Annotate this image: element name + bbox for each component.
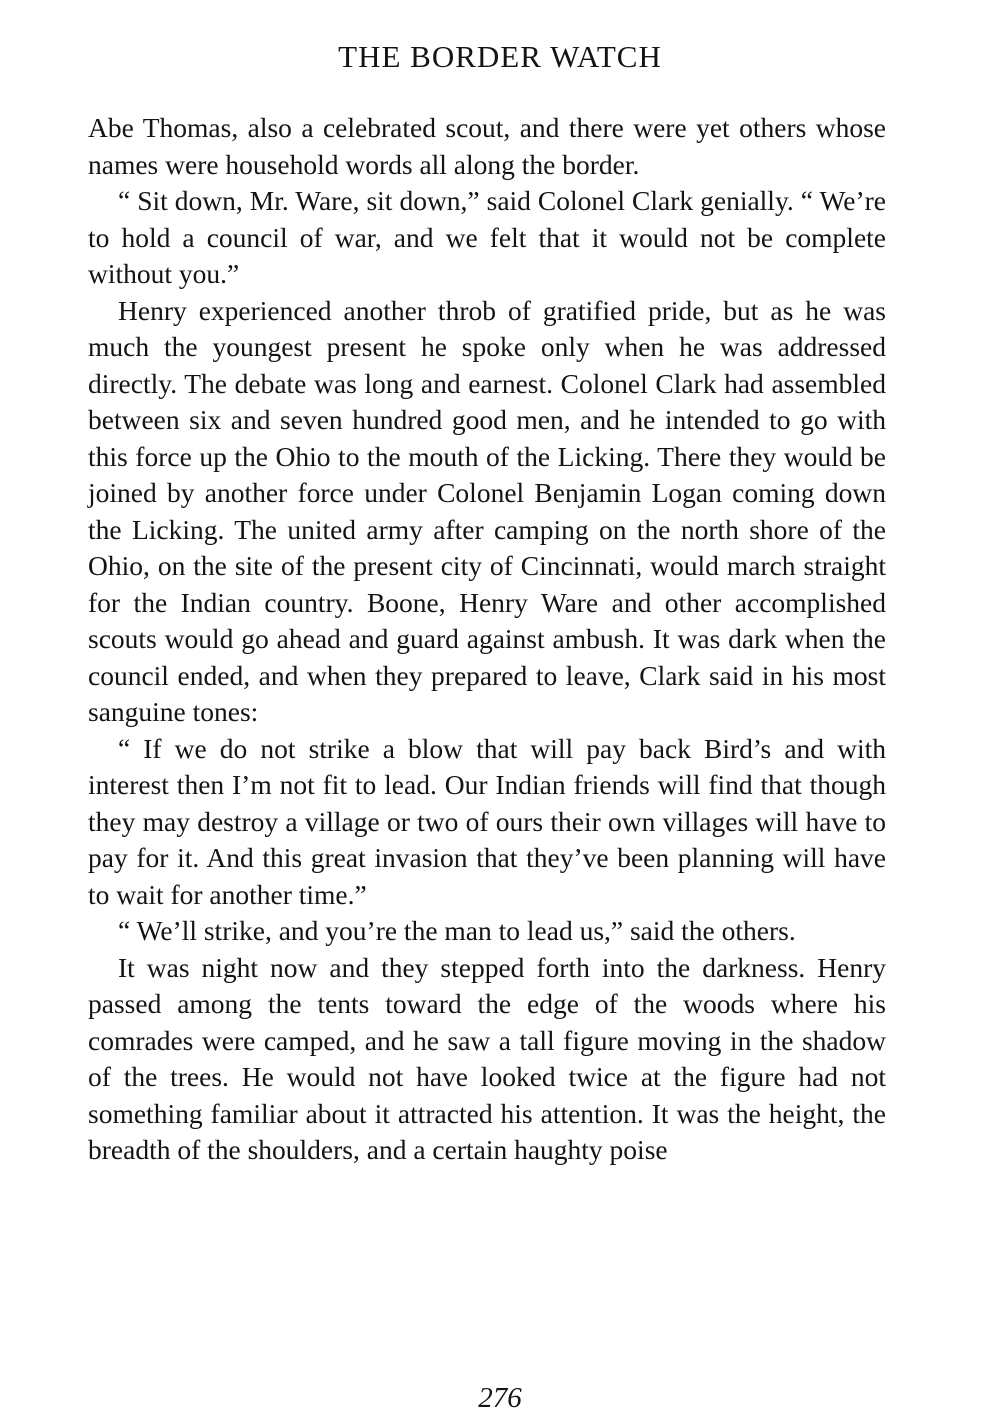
body-text xyxy=(88,110,886,1169)
paragraph: “ If we do not strike a blow that will pay back Bird’s and with interest then I’m not fit to lead. Our Indian friends will find that though they may destroy a village or two of ours their own villages will have to pay for it. And this great invasion that they’ve been planning will have to wait for another time.” xyxy=(88,732,886,910)
paragraph: “ We’ll strike, and you’re the man to lead us,” said the others. xyxy=(118,915,796,946)
paragraph: It was night now and they stepped forth into the darkness. Henry passed among the tents toward the edge of the woods where his comrades were camped, and he saw a tall figure moving in the shadow of the trees. He would not have looked twice at the figure had not something familiar about it attracted his attention. It was the height, the breadth of the shoulders, and a certain haughty poise xyxy=(88,951,886,1165)
page-number: 276 xyxy=(478,1382,522,1414)
paragraph-continued: Abe Thomas, also a celebrated scout, and there were yet others whose names were household words all along the border. xyxy=(88,112,886,180)
running-head: THE BORDER WATCH xyxy=(338,39,662,74)
paragraph: “ Sit down, Mr. Ware, sit down,” said Colonel Clark genially. “ We’re to hold a council of war, and we felt that it would not be complete without you.” xyxy=(88,185,886,289)
paragraph: Henry experienced another throb of gratified pride, but as he was much the youngest present he spoke only when he was addressed directly. The debate was long and earnest. Colonel Clark had assembled between six and seven hundred good men, and he intended to go with this force up the Ohio to the mouth of the Licking. There they would be joined by another force under Colonel Benjamin Logan coming down the Licking. The united army after camping on the north shore of the Ohio, on the site of the present city of Cincinnati, would march straight for the Indian country. Boone, Henry Ware and other accomplished scouts would go ahead and guard against ambush. It was dark when the council ended, and when they prepared to leave, Clark said in his most sanguine tones: xyxy=(88,294,886,727)
